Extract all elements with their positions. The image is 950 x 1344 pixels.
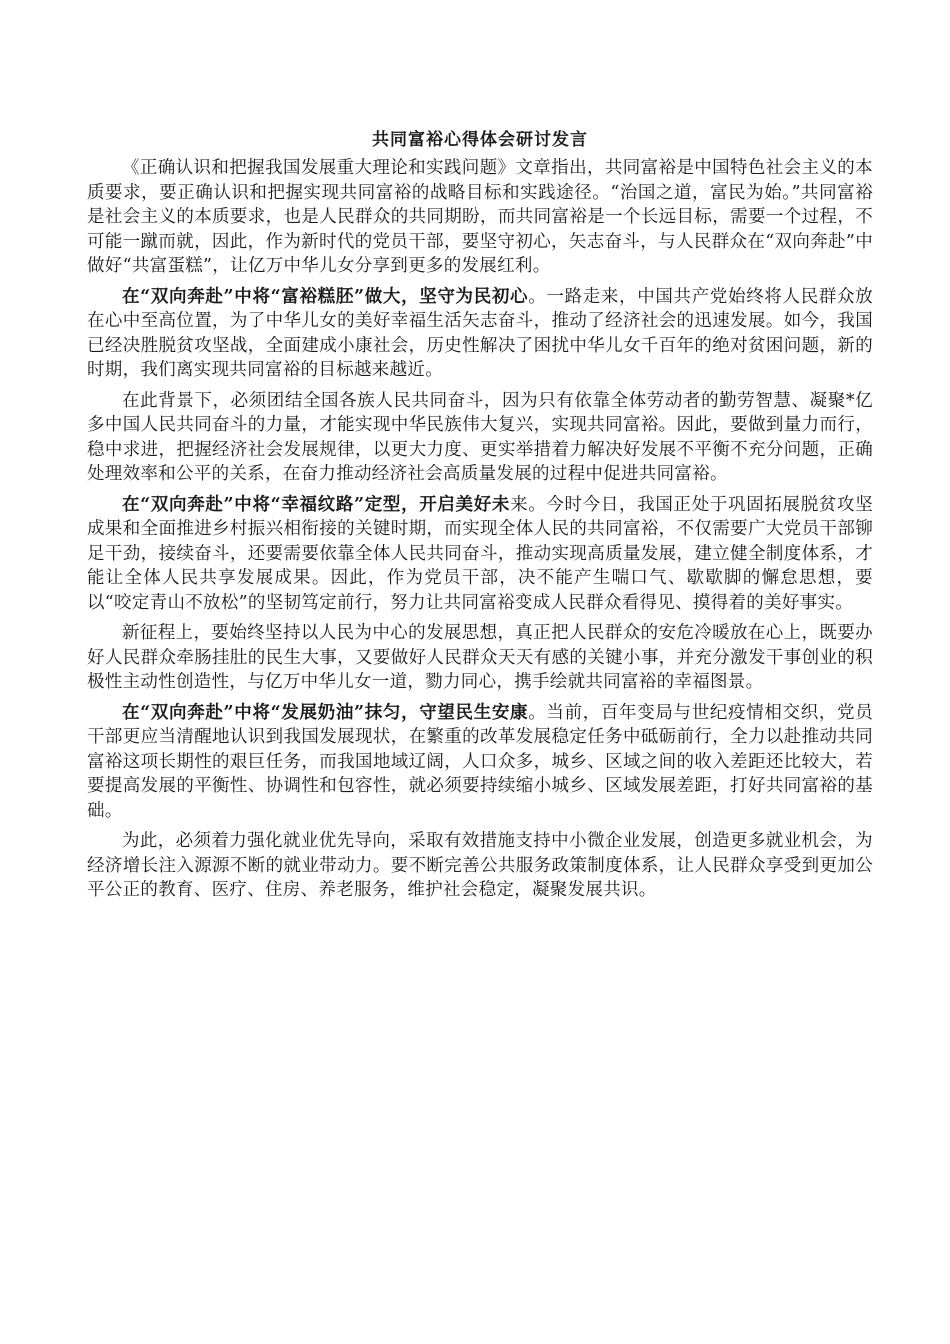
- paragraph-4: [87, 493, 873, 616]
- paragraph-1: [87, 156, 873, 279]
- paragraph-4-heading: 在“双向奔赴”中将“幸福纹路”定型，开启美好未: [122, 494, 511, 515]
- paragraph-7: [87, 829, 873, 903]
- paragraph-2-text: 。一路走来，中国共产党始终将人民群众放在心中至高位置，为了中华儿女的美好幸福生活矢志奋斗，推动了经济社会的迅速发展。如今，我国已经决胜脱贫攻坚战，全面建成小康社会，历史性解决了困扰中华儿女千百年的绝对贫困问题，新的时期，我们离实现共同富裕的目标越来越近。: [87, 286, 874, 380]
- document-page: [87, 128, 873, 909]
- paragraph-5: [87, 621, 873, 695]
- paragraph-5-text: 新征程上，要始终坚持以人民为中心的发展思想，真正把人民群众的安危冷暖放在心上，既要办好人民群众牵肠挂肚的民生大事，又要做好人民群众天天有感的关键小事，并充分激发干事创业的积极性主动性创造性，与亿万中华儿女一道，勠力同心，携手绘就共同富裕的幸福图景。: [87, 623, 873, 692]
- paragraph-6-heading: 在“双向奔赴”中将“发展奶油”抹匀，守望民生安康: [122, 702, 529, 723]
- paragraph-3: [87, 389, 873, 487]
- paragraph-2: [87, 285, 873, 383]
- paragraph-6: [87, 701, 873, 824]
- paragraph-2-heading: 在“双向奔赴”中将“富裕糕胚”做大，坚守为民初心: [122, 286, 529, 307]
- paragraph-4-text: 来。今时今日，我国正处于巩固拓展脱贫攻坚成果和全面推进乡村振兴相衔接的关键时期，而实现全体人民的共同富裕，不仅需要广大党员干部铆足干劲，接续奋斗，还要需要依靠全体人民共同奋斗，推动实现高质量发展，建立健全制度体系，才能让全体人民共享发展成果。因此，作为党员干部，决不能产生喘口气、歇歇脚的懈怠思想，要以“咬定青山不放松”的坚韧笃定前行，努力让共同富裕变成人民群众看得见、摸得着的美好事实。: [87, 494, 873, 613]
- document-title: 共同富裕心得体会研讨发言: [372, 130, 588, 150]
- paragraph-7-text: 为此，必须着力强化就业优先导向，采取有效措施支持中小微企业发展，创造更多就业机会，为经济增长注入源源不断的就业带动力。要不断完善公共服务政策制度体系，让人民群众享受到更加公平公正的教育、医疗、住房、养老服务，维护社会稳定，凝聚发展共识。: [87, 831, 873, 900]
- paragraph-1-text: 《正确认识和把握我国发展重大理论和实践问题》文章指出，共同富裕是中国特色社会主义的本质要求，要正确认识和把握实现共同富裕的战略目标和实践途径。“治国之道，富民为始。”共同富裕是社会主义的本质要求，也是人民群众的共同期盼，而共同富裕是一个长远目标，需要一个过程，不可能一蹴而就，因此，作为新时代的党员干部，要坚守初心，矢志奋斗，与人民群众在“双向奔赴”中做好“共富蛋糕”，让亿万中华儿女分享到更多的发展红利。: [87, 158, 873, 276]
- paragraph-6-text: 。当前，百年变局与世纪疫情相交织，党员干部更应当清醒地认识到我国发展现状，在繁重的改革发展稳定任务中砥砺前行，全力以赴推动共同富裕这项长期性的艰巨任务，而我国地域辽阔，人口众多，城乡、区域之间的收入差距还比较大，若要提高发展的平衡性、协调性和包容性，就必须要持续缩小城乡、区域发展差距，打好共同富裕的基础。: [87, 702, 874, 821]
- paragraph-3-text: 在此背景下，必须团结全国各族人民共同奋斗，因为只有依靠全体劳动者的勤劳智慧、凝聚*亿多中国人民共同奋斗的力量，才能实现中华民族伟大复兴，实现共同富裕。因此，要做到量力而行，稳中求进，把握经济社会发展规律，以更大力度、更实举措着力解决好发展不平衡不充分问题，正确处理效率和公平的关系，在奋力推动经济社会高质量发展的过程中促进共同富裕。: [87, 390, 873, 484]
